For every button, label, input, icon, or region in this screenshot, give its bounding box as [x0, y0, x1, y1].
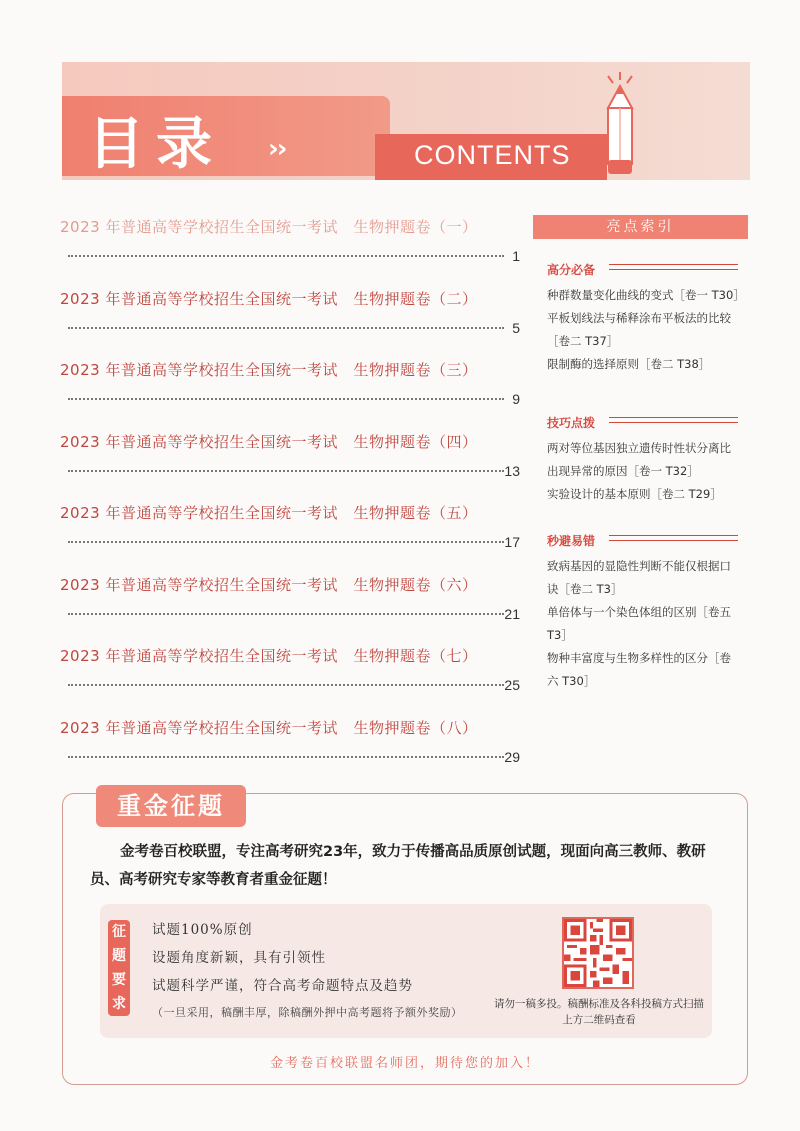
requirement-item: 试题科学严谨，符合高考命题特点及趋势	[152, 978, 413, 994]
leader-dots	[68, 327, 504, 329]
highlights-heading: 亮点索引	[533, 215, 748, 239]
recruit-footer: 金考卷百校联盟名师团，期待您的加入！	[269, 1056, 540, 1071]
leader-dots	[68, 470, 504, 472]
highlight-list	[533, 437, 748, 506]
requirement-item: 设题角度新颖，具有引领性	[152, 950, 326, 966]
highlight-item: 致病基因的显隐性判断不能仅根据口诀［卷二 T3］	[547, 559, 731, 596]
leader-dots	[68, 684, 504, 686]
requirements-list	[152, 916, 413, 1000]
toc-item[interactable]	[60, 282, 520, 354]
highlight-section	[533, 412, 748, 506]
badge-char: 求	[112, 996, 126, 1012]
section-label: 秒避易错	[547, 532, 603, 549]
highlight-item: 单倍体与一个染色体组的区别［卷五 T3］	[547, 605, 731, 642]
double-rule	[609, 535, 738, 541]
leader-dots	[68, 613, 504, 615]
toc-item[interactable]	[60, 711, 520, 783]
toc-item[interactable]	[60, 568, 520, 640]
highlight-section	[533, 259, 748, 376]
requirement-item: 试题100%原创	[152, 922, 253, 938]
highlights-sidebar	[533, 215, 748, 693]
section-label: 技巧点拨	[547, 414, 603, 431]
highlight-item: 限制酶的选择原则［卷二 T38］	[547, 357, 711, 371]
toc-title: 2023 年普通高等学校招生全国统一考试 生物押题卷（五）	[60, 504, 478, 522]
toc-item[interactable]	[60, 496, 520, 568]
leader-dots	[68, 255, 504, 257]
toc-title: 2023 年普通高等学校招生全国统一考试 生物押题卷（二）	[60, 289, 478, 308]
highlight-section	[533, 530, 748, 693]
requirements-badge	[108, 920, 130, 1016]
recruit-tag: 重金征题	[96, 785, 246, 827]
toc-title: 2023 年普通高等学校招生全国统一考试 生物押题卷（八）	[60, 718, 478, 737]
toc-page-number: 21	[504, 605, 520, 622]
leader-dots	[68, 541, 504, 543]
toc-page-number: 9	[512, 391, 520, 407]
toc-title: 2023 年普通高等学校招生全国统一考试 生物押题卷（六）	[60, 575, 478, 594]
toc-page-number: 13	[504, 462, 520, 479]
double-rule	[609, 417, 738, 423]
highlight-list	[533, 555, 748, 693]
highlight-list	[533, 284, 748, 376]
toc-page-number: 5	[512, 319, 520, 336]
badge-char: 题	[112, 948, 126, 964]
contents-label: CONTENTS	[414, 140, 571, 170]
toc-item[interactable]	[60, 210, 520, 282]
leader-dots	[68, 756, 504, 758]
section-label: 高分必备	[547, 261, 603, 278]
highlight-item: 实验设计的基本原则［卷二 T29］	[547, 487, 722, 501]
badge-char: 要	[112, 972, 126, 988]
chevron-right-icon: ››	[268, 134, 286, 164]
qr-code-icon[interactable]	[562, 917, 634, 989]
recruit-intro: 金考卷百校联盟，专注高考研究23年，致力于传播高品质原创试题，现面向高三教师、教研员、高考研究专家等教育者重金征题！	[90, 844, 706, 888]
reward-note: （一旦采用，稿酬丰厚，除稿酬外押中高考题将予额外奖励）	[152, 1006, 463, 1019]
highlight-item: 物种丰富度与生物多样性的区分［卷六 T30］	[547, 651, 731, 688]
toc-title: 2023 年普通高等学校招生全国统一考试 生物押题卷（三）	[60, 361, 478, 379]
highlight-item: 种群数量变化曲线的变式［卷一 T30］	[547, 288, 745, 302]
pencil-icon	[598, 70, 642, 182]
badge-char: 征	[112, 924, 126, 940]
toc-page-number: 29	[504, 748, 520, 765]
toc-page-number: 1	[512, 248, 520, 264]
highlight-item: 两对等位基因独立遗传时性状分离比出现异常的原因［卷一 T32］	[547, 441, 731, 478]
highlight-item: 平板划线法与稀释涂布平板法的比较［卷二 T37］	[547, 311, 731, 348]
toc-title: 2023 年普通高等学校招生全国统一考试 生物押题卷（一）	[60, 218, 478, 236]
leader-dots	[68, 398, 504, 400]
toc-list	[60, 210, 520, 782]
toc-page-number: 25	[504, 677, 520, 693]
toc-title: 2023 年普通高等学校招生全国统一考试 生物押题卷（四）	[60, 432, 478, 451]
double-rule	[609, 264, 738, 270]
toc-title: 2023 年普通高等学校招生全国统一考试 生物押题卷（七）	[60, 647, 478, 665]
qr-note: 请勿一稿多投。稿酬标准及各科投稿方式扫描上方二维码查看	[494, 998, 704, 1026]
toc-item[interactable]	[60, 639, 520, 711]
page-title: 目录	[88, 112, 224, 177]
toc-item[interactable]	[60, 425, 520, 497]
toc-page-number: 17	[504, 534, 520, 550]
toc-item[interactable]	[60, 353, 520, 425]
